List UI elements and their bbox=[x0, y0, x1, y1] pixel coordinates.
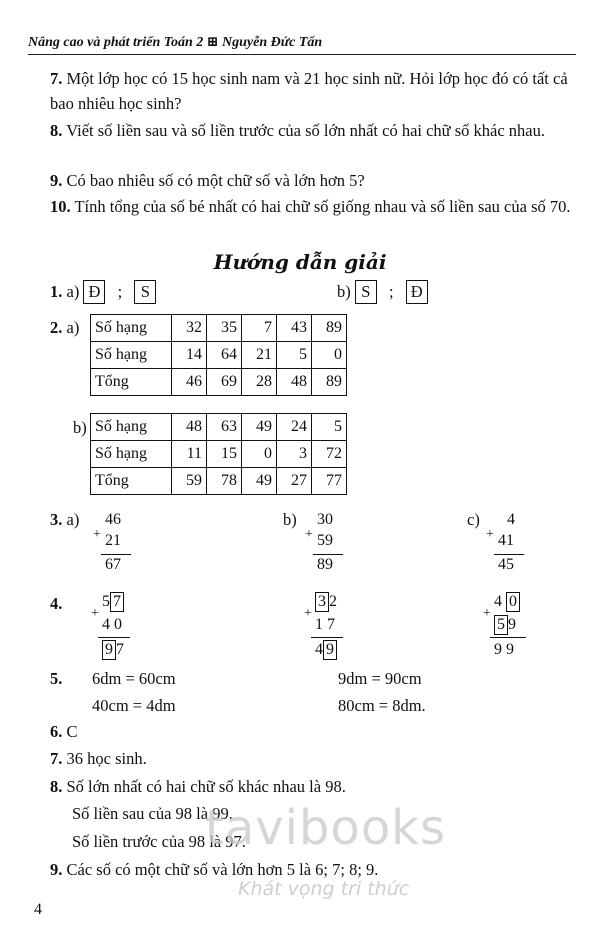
answer-2-label bbox=[50, 318, 79, 338]
question-8 bbox=[50, 118, 580, 143]
operand-bottom: 4 0 bbox=[102, 616, 122, 633]
sum-line bbox=[494, 554, 524, 555]
digit-box: 0 bbox=[506, 592, 520, 612]
table-cell: 5 bbox=[277, 342, 312, 369]
operand-bottom: 1 7 bbox=[315, 616, 335, 633]
sum-result: 67 bbox=[105, 556, 121, 573]
table-cell: 49 bbox=[242, 468, 277, 495]
table-cell: 48 bbox=[172, 414, 207, 441]
answer-text: C bbox=[66, 722, 78, 741]
sum-line bbox=[98, 637, 130, 638]
sum-line bbox=[490, 637, 526, 638]
table-cell: Số hạng bbox=[91, 315, 172, 342]
answer-1b bbox=[337, 280, 428, 304]
question-text: Viết số liền sau và số liền trước của số lớn nhất có hai chữ số khác nhau. bbox=[66, 121, 546, 140]
table-cell: 43 bbox=[277, 315, 312, 342]
table-row bbox=[91, 315, 347, 342]
part-a-label: a) bbox=[66, 510, 80, 529]
answer-8 bbox=[50, 777, 346, 797]
answer-6 bbox=[50, 722, 78, 742]
table-cell: 7 bbox=[242, 315, 277, 342]
sum-result: 45 bbox=[498, 556, 514, 573]
question-number: 7. bbox=[50, 69, 63, 88]
operand-bottom: 59 bbox=[317, 532, 333, 549]
part-b-label: b) bbox=[73, 418, 87, 437]
table-cell: 69 bbox=[207, 369, 242, 396]
question-9 bbox=[50, 168, 580, 193]
question-text: Một lớp học có 15 học sinh nam và 21 học sinh nữ. Hỏi lớp học đó có tất cả bao nhiêu học sinh? bbox=[50, 69, 568, 113]
separator: ; bbox=[117, 282, 123, 301]
table-cell: 78 bbox=[207, 468, 242, 495]
part-b-label: b) bbox=[337, 282, 351, 301]
digit-box: 3 bbox=[315, 592, 329, 612]
answer-number: 2. bbox=[50, 318, 63, 337]
table-row bbox=[91, 441, 347, 468]
digit: 4 bbox=[315, 641, 323, 658]
table-cell: 11 bbox=[172, 441, 207, 468]
answer-text: 36 học sinh. bbox=[66, 749, 147, 768]
table-cell: 5 bbox=[312, 414, 347, 441]
table-cell: 72 bbox=[312, 441, 347, 468]
table-cell: 28 bbox=[242, 369, 277, 396]
digit-box: 5 bbox=[494, 615, 508, 635]
question-7 bbox=[50, 66, 580, 116]
answer-number: 5. bbox=[50, 669, 63, 688]
table-cell: 35 bbox=[207, 315, 242, 342]
separator: ; bbox=[389, 282, 394, 301]
table-row bbox=[91, 468, 347, 495]
question-10 bbox=[50, 194, 580, 219]
sum-result: 89 bbox=[317, 556, 333, 573]
digit-box: 9 bbox=[102, 640, 116, 660]
answer-number: 7. bbox=[50, 749, 63, 768]
table-cell: 27 bbox=[277, 468, 312, 495]
digit: 5 bbox=[102, 593, 110, 610]
answer-number: 9. bbox=[50, 860, 63, 879]
answer-number: 8. bbox=[50, 777, 63, 796]
conversion: 40cm = 4dm bbox=[92, 696, 176, 715]
table-cell: 63 bbox=[207, 414, 242, 441]
table-cell: 89 bbox=[312, 315, 347, 342]
question-number: 9. bbox=[50, 171, 63, 190]
operand-top: 30 bbox=[317, 511, 333, 528]
sum-table-b bbox=[90, 413, 347, 495]
table-cell: 24 bbox=[277, 414, 312, 441]
digit: 4 bbox=[494, 593, 502, 610]
table-cell: Số hạng bbox=[91, 441, 172, 468]
digit-box: 9 bbox=[323, 640, 337, 660]
question-text: Có bao nhiêu số có một chữ số và lớn hơn 5? bbox=[66, 171, 365, 190]
table-cell: 14 bbox=[172, 342, 207, 369]
answer-1 bbox=[50, 280, 156, 304]
answer-box: S bbox=[355, 280, 377, 304]
answer-8-line: Số liền trước của 98 là 97. bbox=[72, 832, 246, 851]
digit: 2 bbox=[329, 593, 337, 610]
table-cell: 3 bbox=[277, 441, 312, 468]
conversion: 80cm = 8dm. bbox=[338, 696, 426, 715]
question-text: Tính tổng của số bé nhất có hai chữ số giống nhau và số liền sau của số 70. bbox=[74, 197, 571, 216]
table-cell: 49 bbox=[242, 414, 277, 441]
table-cell: Số hạng bbox=[91, 414, 172, 441]
question-number: 8. bbox=[50, 121, 63, 140]
calc-3b bbox=[307, 509, 347, 575]
digit: 9 bbox=[508, 616, 516, 633]
table-row bbox=[91, 414, 347, 441]
plus-sign: + bbox=[483, 606, 491, 621]
calc-3c bbox=[488, 509, 528, 575]
table-cell: Số hạng bbox=[91, 342, 172, 369]
answer-8-line: Số liền sau của 98 là 99. bbox=[72, 804, 233, 823]
plus-sign: + bbox=[91, 606, 99, 621]
operand-bottom: 21 bbox=[105, 532, 121, 549]
table-cell: 0 bbox=[312, 342, 347, 369]
answer-box: Đ bbox=[83, 280, 105, 304]
watermark-slogan: Khát vọng tri thức bbox=[238, 878, 410, 900]
calc-4a bbox=[92, 590, 140, 661]
answer-number: 4. bbox=[50, 594, 63, 613]
plus-sign: + bbox=[93, 527, 101, 542]
plus-sign: + bbox=[304, 606, 312, 621]
table-cell: 46 bbox=[172, 369, 207, 396]
answer-number: 6. bbox=[50, 722, 63, 741]
operand-bottom: 41 bbox=[498, 532, 514, 549]
answer-7 bbox=[50, 749, 147, 769]
answer-number: 3. bbox=[50, 510, 63, 529]
table-cell: 32 bbox=[172, 315, 207, 342]
answer-9 bbox=[50, 860, 378, 880]
answer-5-label bbox=[50, 669, 62, 689]
table-row bbox=[91, 369, 347, 396]
sum-table-a bbox=[90, 314, 347, 396]
operand-top: 4 bbox=[507, 511, 515, 528]
part-b-label: b) bbox=[283, 510, 297, 529]
calc-4c bbox=[484, 590, 534, 661]
table-cell: 15 bbox=[207, 441, 242, 468]
table-cell: 59 bbox=[172, 468, 207, 495]
table-cell: 21 bbox=[242, 342, 277, 369]
sum-line bbox=[313, 554, 343, 555]
part-c-label: c) bbox=[467, 510, 480, 529]
question-number: 10. bbox=[50, 197, 71, 216]
part-a-label: a) bbox=[66, 318, 80, 337]
plus-sign: + bbox=[486, 527, 494, 542]
page-number: 4 bbox=[34, 901, 42, 918]
conversion: 6dm = 60cm bbox=[92, 669, 176, 688]
operand-top: 46 bbox=[105, 511, 121, 528]
table-cell: 64 bbox=[207, 342, 242, 369]
plus-sign: + bbox=[305, 527, 313, 542]
table-cell: Tổng bbox=[91, 369, 172, 396]
table-cell: 77 bbox=[312, 468, 347, 495]
sum-result: 9 9 bbox=[494, 641, 514, 658]
calc-3a bbox=[95, 509, 135, 575]
solution-title: Hướng dẫn giải bbox=[213, 250, 387, 274]
answer-box: Đ bbox=[406, 280, 428, 304]
header-divider bbox=[28, 54, 576, 55]
table-row bbox=[91, 342, 347, 369]
watermark-brand: tavibooks bbox=[205, 800, 446, 856]
answer-text: Số lớn nhất có hai chữ số khác nhau là 98. bbox=[66, 777, 346, 796]
part-a-label: a) bbox=[66, 282, 80, 301]
digit-box: 7 bbox=[110, 592, 124, 612]
digit: 7 bbox=[116, 641, 124, 658]
answer-text: Các số có một chữ số và lớn hơn 5 là 6; 7; 8; 9. bbox=[66, 860, 379, 879]
answer-3-label bbox=[50, 510, 79, 530]
answer-4-label bbox=[50, 594, 62, 614]
page-header: Nâng cao và phát triển Toán 2 ⊞ Nguyễn Đức Tấn bbox=[28, 35, 323, 50]
table-cell: 89 bbox=[312, 369, 347, 396]
table-cell: 0 bbox=[242, 441, 277, 468]
calc-4b bbox=[305, 590, 353, 661]
sum-line bbox=[101, 554, 131, 555]
sum-line bbox=[311, 637, 343, 638]
answer-number: 1. bbox=[50, 282, 63, 301]
answer-box: S bbox=[134, 280, 156, 304]
conversion: 9dm = 90cm bbox=[338, 669, 422, 688]
table-cell: 48 bbox=[277, 369, 312, 396]
table-cell: Tổng bbox=[91, 468, 172, 495]
